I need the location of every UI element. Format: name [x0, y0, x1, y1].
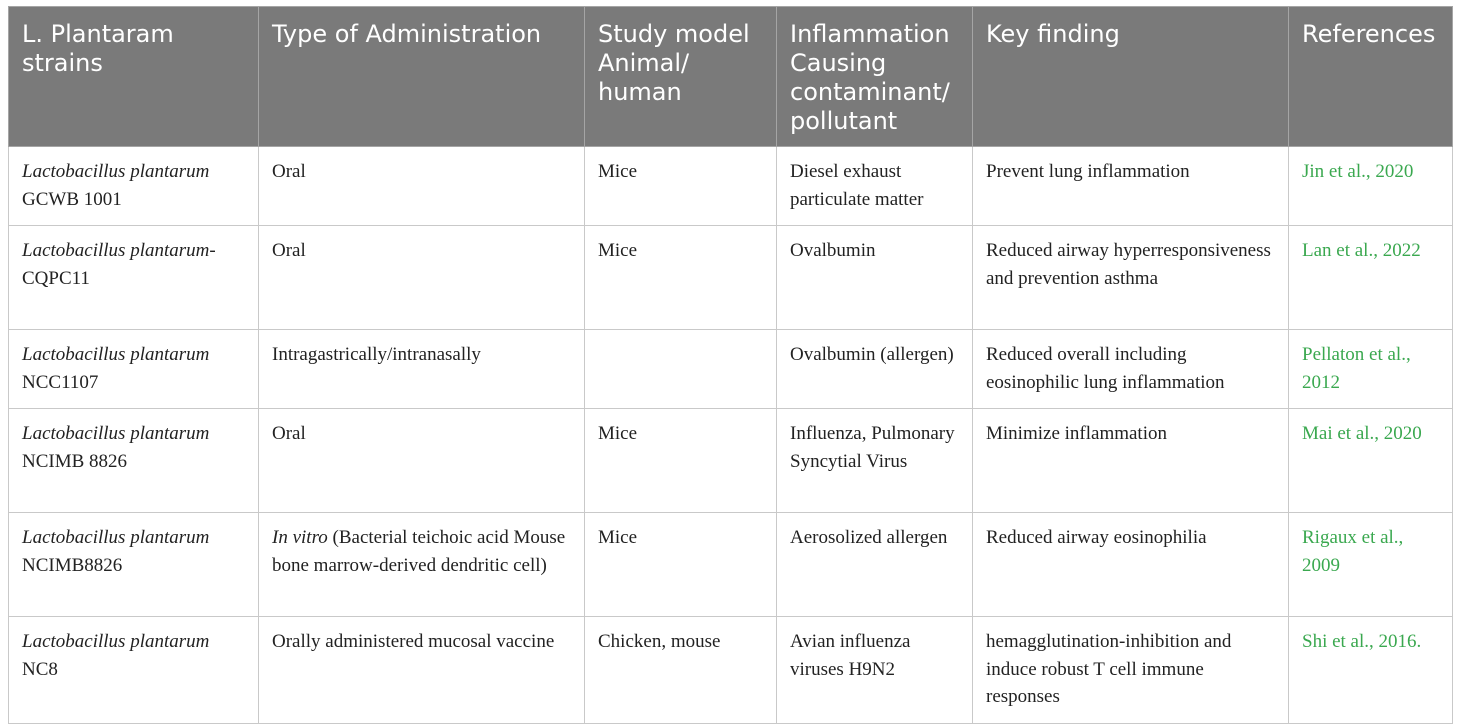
cell-contaminant: Influenza, Pulmonary Syncytial Virus: [777, 409, 973, 513]
cell-administration: [259, 226, 585, 330]
administration-text: Oral: [272, 240, 306, 261]
reference-link[interactable]: Pellaton et al., 2012: [1289, 330, 1453, 409]
strain-species: Lactobacillus plantarum: [22, 240, 210, 261]
cell-key-finding: Minimize inflammation: [973, 409, 1289, 513]
cell-key-finding: Prevent lung inflammation: [973, 147, 1289, 226]
cell-contaminant: Ovalbumin (allergen): [777, 330, 973, 409]
administration-text: Oral: [272, 161, 306, 182]
cell-administration: [259, 330, 585, 409]
table-row: [9, 147, 1453, 226]
strain-species: Lactobacillus plantarum: [22, 423, 210, 444]
cell-strain: [9, 330, 259, 409]
cell-key-finding: Reduced overall including eosinophilic lung inflammation: [973, 330, 1289, 409]
administration-text: (Bacterial teichoic acid Mouse bone marrow-derived dendritic cell): [272, 527, 566, 576]
cell-contaminant: Aerosolized allergen: [777, 513, 973, 617]
administration-text: Oral: [272, 423, 306, 444]
table-row: [9, 617, 1453, 724]
cell-study-model: Mice: [585, 147, 777, 226]
header-contaminant: Inflammation Causing contaminant/ pollutant: [777, 7, 973, 147]
strain-code: NC8: [22, 658, 58, 680]
cell-administration: [259, 147, 585, 226]
cell-contaminant: Ovalbumin: [777, 226, 973, 330]
cell-strain: [9, 226, 259, 330]
strain-species: Lactobacillus plantarum: [22, 161, 210, 182]
cell-administration: [259, 617, 585, 724]
header-study-model: Study model Animal/ human: [585, 7, 777, 147]
study-table: [8, 6, 1453, 724]
reference-link[interactable]: Shi et al., 2016.: [1289, 617, 1453, 724]
study-table-container: [8, 6, 1452, 724]
administration-text: Orally administered mucosal vaccine: [272, 631, 555, 652]
cell-strain: [9, 513, 259, 617]
cell-study-model: [585, 330, 777, 409]
header-references: References: [1289, 7, 1453, 147]
strain-species: Lactobacillus plantarum: [22, 527, 210, 548]
cell-key-finding: Reduced airway hyperresponsiveness and prevention asthma: [973, 226, 1289, 330]
cell-key-finding: Reduced airway eosinophilia: [973, 513, 1289, 617]
reference-link[interactable]: Mai et al., 2020: [1289, 409, 1453, 513]
reference-link[interactable]: Jin et al., 2020: [1289, 147, 1453, 226]
cell-strain: [9, 617, 259, 724]
cell-strain: [9, 409, 259, 513]
table-row: [9, 409, 1453, 513]
header-row: [9, 7, 1453, 147]
cell-contaminant: Avian influenza viruses H9N2: [777, 617, 973, 724]
administration-in-vitro: In vitro: [272, 527, 328, 548]
strain-code: NCIMB 8826: [22, 450, 128, 472]
strain-species: Lactobacillus plantarum: [22, 344, 210, 365]
reference-link[interactable]: Lan et al., 2022: [1289, 226, 1453, 330]
administration-text: Intragastrically/intranasally: [272, 344, 481, 365]
cell-study-model: Mice: [585, 409, 777, 513]
table-row: [9, 226, 1453, 330]
table-row: [9, 513, 1453, 617]
cell-study-model: Mice: [585, 513, 777, 617]
cell-study-model: Chicken, mouse: [585, 617, 777, 724]
strain-code: GCWB 1001: [22, 188, 122, 210]
strain-code: NCIMB8826: [22, 554, 123, 576]
cell-strain: [9, 147, 259, 226]
header-strains: L. Plantaram strains: [9, 7, 259, 147]
strain-species: Lactobacillus plantarum: [22, 631, 210, 652]
cell-key-finding: hemagglutination-inhibition and induce robust T cell immune responses: [973, 617, 1289, 724]
reference-link[interactable]: Rigaux et al., 2009: [1289, 513, 1453, 617]
cell-contaminant: Diesel exhaust particulate matter: [777, 147, 973, 226]
cell-administration: [259, 409, 585, 513]
strain-code: NCC1107: [22, 371, 99, 393]
header-administration: Type of Administration: [259, 7, 585, 147]
strain-code: -CQPC11: [22, 240, 216, 289]
header-key-finding: Key finding: [973, 7, 1289, 147]
cell-administration: [259, 513, 585, 617]
cell-study-model: Mice: [585, 226, 777, 330]
table-row: [9, 330, 1453, 409]
